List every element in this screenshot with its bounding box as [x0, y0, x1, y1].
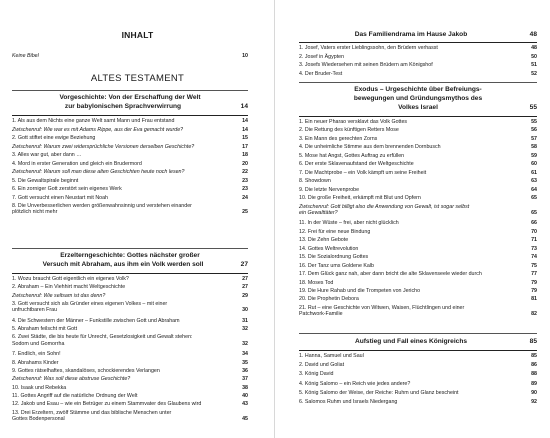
toc-entry-page: 65: [531, 209, 537, 216]
toc-entry-page: 38: [242, 384, 248, 391]
toc-entry-page: 55: [531, 119, 537, 125]
toc-entry: [12, 393, 248, 399]
toc-entry: [299, 170, 537, 176]
toc-entry-title-continued: Gottes Bodenpersonal: [12, 415, 65, 422]
toc-entry: [299, 119, 537, 125]
toc-entry: [299, 263, 537, 269]
toc-entry-title: 12. Jakob und Esau – wie ein Betrüger zu einem Stammvater des Glaubens wird: [12, 401, 202, 408]
toc-entry: [299, 62, 537, 68]
toc-entry-title: 1. Josef, Vaters erster Lieblingssohn, den Brüdern verhasst: [299, 45, 438, 51]
toc-entry-page: 27: [242, 276, 248, 282]
toc-entry-page: 88: [531, 371, 537, 378]
toc-entry-title: 3. Josefs Wiedersehen mit seinen Brüdern am Königshof: [299, 62, 433, 68]
toc-entry-title-continued: unfruchtbaren Frau: [12, 307, 58, 314]
toc-entry: [299, 204, 537, 216]
toc-entry-page: 22: [242, 169, 248, 175]
toc-entry: [12, 334, 248, 346]
toc-entry-title: 9. Gottes rätselhaftes, skandalöses, schockierendes Verlangen: [12, 367, 160, 374]
toc-entry-page: 79: [531, 288, 537, 294]
toc-entry-title: 9. Die letzte Nervenprobe: [299, 186, 360, 193]
toc-entry-page: 77: [531, 271, 537, 278]
toc-entry: [299, 153, 537, 159]
toc-entry-page: 31: [242, 317, 248, 324]
toc-entry-title: 8. Showdown: [299, 178, 331, 185]
toc-entry: [299, 187, 537, 193]
toc-entry-page: 74: [531, 254, 537, 261]
toc-entry: [12, 178, 248, 184]
toc-entry-page: 59: [531, 152, 537, 159]
section-heading-line: Versuch mit Abraham, aus ihm ein Volk werden soll: [42, 261, 204, 268]
toc-entry-title: 10. Isaak und Rebekka: [12, 384, 67, 391]
toc-entry-title: 6. Salomos Ruhm und Israels Niedergang: [299, 399, 398, 405]
toc-entry: [12, 410, 248, 422]
toc-entry-page: 57: [531, 135, 537, 142]
toc-entry-title: 1. Wozu braucht Gott eigentlich ein eigenes Volk?: [12, 276, 129, 282]
toc-entry: [12, 301, 248, 313]
toc-entry-page: 65: [531, 195, 537, 202]
toc-entry-page: 64: [531, 186, 537, 193]
toc-entry: [299, 229, 537, 235]
toc-entry-title: 20. Die Prophetin Debora: [299, 296, 359, 303]
toc-entry-page: 32: [242, 340, 248, 347]
toc-entry-title: 6. Der erste Sklavenaufstand der Weltgeschichte: [299, 161, 414, 168]
toc-entry-title: 7. Die Machtprobe – ein Volk kämpft um seine Freiheit: [299, 169, 427, 176]
toc-entry-title: 4. Die Schwestern der Männer – Funkstille zwischen Gott und Abraham: [12, 317, 180, 324]
toc-entry-page: 52: [531, 70, 537, 77]
section-rule: [299, 350, 537, 351]
section-rule: [12, 115, 248, 116]
section-heading: [299, 85, 537, 112]
toc-entry-title: Zwischenruf: Was soll diese abstruse Geschichte?: [12, 376, 131, 383]
toc-entry-page: 48: [531, 45, 537, 51]
toc-entry-title: 4. Mord in erster Generation und gleich ein Brudermord: [12, 160, 142, 167]
toc-entry: [299, 246, 537, 252]
toc-entry-title-continued: ein Gewalttäter?: [299, 209, 338, 216]
toc-entry-page: 85: [531, 353, 537, 359]
toc-entry-page: 63: [531, 178, 537, 185]
toc-entry-title: 1. Hanna, Samuel und Saul: [299, 353, 364, 359]
toc-entry-title: 2. David und Goliat: [299, 362, 345, 369]
toc-entry-page: 35: [242, 359, 248, 366]
section-heading-page: 55: [529, 104, 537, 111]
toc-entry-page: 58: [531, 144, 537, 151]
section-rule: [299, 42, 537, 43]
toc-entry: [299, 220, 537, 226]
toc-entry-title: Zwischenruf: Wie war es mit Adams Rippe, aus der Eva gemacht wurde?: [12, 126, 184, 133]
toc-entry-title: 13. Drei Erzeltern, zwölf Stämme und das biblische Menschen unter: [12, 409, 172, 416]
toc-entry-title: 4. Der Bruder-Test: [299, 70, 343, 77]
toc-entry-page: 25: [242, 209, 248, 216]
toc-entry: [12, 276, 248, 282]
section-rule: [12, 90, 248, 91]
section-heading-page: 48: [529, 31, 537, 38]
toc-entry-title: 5. Mose hat Angst, Gottes Auftrag zu erfüllen: [299, 152, 405, 159]
toc-entry-title: 6. Ein zorniger Gott zerstört sein eigenes Werk: [12, 186, 122, 192]
section-rule: [299, 333, 537, 334]
section-heading-page: 14: [240, 103, 248, 110]
toc-entry-title: 8. Abrahams Kinder: [12, 359, 59, 366]
toc-entry: [12, 203, 248, 215]
toc-entry-page: 56: [531, 127, 537, 134]
toc-entry-title: Zwischenruf: Gott billigt also die Anwendung von Gewalt, ist sogar selbst: [299, 203, 470, 210]
section-heading-page: 27: [240, 261, 248, 268]
section-heading: [299, 30, 537, 39]
toc-entry-page: 81: [531, 296, 537, 303]
toc-entry: [12, 360, 248, 366]
toc-entry: [299, 71, 537, 77]
toc-entry: [299, 296, 537, 302]
toc-entry-page: 18: [242, 152, 248, 158]
toc-entry: [12, 401, 248, 407]
toc-entry-page: 43: [242, 401, 248, 408]
toc-entry-page: 24: [242, 194, 248, 201]
toc-entry: [12, 152, 248, 158]
toc-entry: [299, 305, 537, 317]
section-heading-line: Aufstieg und Fall eines Königreichs: [354, 338, 468, 345]
toc-entry-title: 15. Die Sozialordnung Gottes: [299, 254, 369, 261]
toc-entry-title: 8. Die Unverbesserlichen werden größenwahnsinnig und verstehen einander: [12, 203, 192, 209]
toc-entry-title: 18. Moses Tod: [299, 279, 334, 286]
toc-entry-page: 50: [531, 53, 537, 60]
toc-entry-page: 89: [531, 380, 537, 387]
toc-entry: [299, 136, 537, 142]
toc-entry-title: 5. König Salomo der Weise, der Reiche: Ruhm und Glanz bescheint: [299, 389, 459, 396]
toc-entry-page: 40: [242, 392, 248, 399]
toc-entry-title: 3. Ein Mann des gerechten Zorns: [299, 135, 378, 142]
toc-entry-title: Keine Bibel: [12, 53, 39, 59]
toc-entry-page: 60: [531, 161, 537, 168]
toc-entry-title: 11. In der Wüste – frei, aber nicht glücklich: [299, 220, 399, 227]
toc-entry-page: 30: [242, 307, 248, 314]
toc-entry-title: 4. Die unheimliche Stimme aus dem brennenden Dornbusch: [299, 144, 441, 151]
toc-entry-title: 6. Zwei Städte, die bis heute für Unrecht, Gesetzlosigkeit und Gewalt stehen:: [12, 334, 193, 341]
toc-entry-title: 11. Gottes Angriff auf die natürliche Ordnung der Welt: [12, 392, 138, 399]
toc-entry: [299, 280, 537, 286]
toc-entry-title: Zwischenruf: Wie seltsam ist das denn?: [12, 292, 106, 299]
toc-entry-page: 27: [242, 284, 248, 291]
toc-entry-page: 15: [242, 135, 248, 141]
right-page: [275, 0, 550, 438]
toc-entry-title: 14. Gottes Weltrevolution: [299, 245, 359, 252]
section-heading-line: Exodus – Urgeschichte über Befreiungs-: [354, 86, 482, 93]
toc-entry: [299, 371, 537, 377]
toc-entry: [299, 353, 537, 359]
section-rule: [299, 116, 537, 117]
toc-entry-title: 2. Josef in Ägypten: [299, 53, 345, 60]
toc-entry: [299, 390, 537, 396]
toc-entry: [12, 284, 248, 290]
toc-entry-title: 4. König Salomo – ein Reich wie jedes andere?: [299, 380, 411, 387]
toc-entry-page: 17: [242, 143, 248, 150]
toc-entry: [299, 254, 537, 260]
toc-entry-title: 3. Gott versucht sich als Gründer eines eigenen Volkes – mit einer: [12, 301, 168, 308]
toc-entry: [299, 288, 537, 294]
toc-entry-title: 7. Gott versucht einen Neustart mit Noah: [12, 194, 108, 201]
toc-entry: [12, 326, 248, 332]
section-heading: [12, 93, 248, 111]
section-heading: [299, 337, 537, 346]
toc-entry: [12, 293, 248, 299]
toc-entry-title: 5. Abraham feilscht mit Gott: [12, 326, 78, 333]
toc-entry-page: 23: [242, 186, 248, 192]
toc-entry-title: 1. Als aus dem Nichts eine ganze Welt samt Mann und Frau entstand: [12, 118, 175, 124]
toc-entry-title: 2. Abraham – Ein Viehhirt macht Weltgeschichte: [12, 284, 126, 291]
section-heading-line: Das Familiendrama im Hause Jakob: [354, 31, 468, 38]
toc-entry: [12, 144, 248, 150]
toc-entry-title: Zwischenruf: Warum zwei widersprüchliche Versionen derselben Geschichte?: [12, 143, 195, 150]
toc-entry-title: 17. Dem Glück ganz nah, aber dann bricht die alte Sklavenseele wieder durch: [299, 271, 482, 278]
toc-entry-title-continued: Patchwork-Familie: [299, 311, 343, 318]
toc-entry-page: 37: [242, 376, 248, 383]
toc-entry: [299, 54, 537, 60]
toc-entry-title: 16. Der Tanz ums Goldene Kalb: [299, 262, 374, 269]
toc-entry-page: 10: [242, 53, 248, 59]
toc-entry-title-continued: plötzlich nicht mehr: [12, 209, 58, 216]
toc-entry-page: 90: [531, 389, 537, 396]
toc-entry: [12, 169, 248, 175]
toc-entry: [299, 362, 537, 368]
toc-entry: [12, 376, 248, 382]
toc-entry-page: 51: [531, 62, 537, 68]
section-heading-line: bewegungen und Gründungsmythos des: [353, 95, 483, 102]
toc-entry-title-continued: Sodom und Gomorrha: [12, 340, 65, 347]
toc-entry: [299, 271, 537, 277]
toc-entry-title: Zwischenruf: Warum soll man diese alten Geschichten heute noch lesen?: [12, 169, 185, 175]
toc-entry-page: 20: [242, 160, 248, 167]
toc-entry-title: 7. Endlich, ein Sohn!: [12, 351, 61, 358]
toc-entry-title: 3. Alles war gut, aber dann …: [12, 152, 82, 158]
toc-entry-page: 70: [531, 228, 537, 235]
toc-entry-title: 1. Ein neuer Pharao versklavt das Volk Gottes: [299, 119, 408, 125]
toc-entry: [299, 381, 537, 387]
toc-entry: [12, 195, 248, 201]
toc-entry-title: 2. Gott stiftet eine ewige Beziehung: [12, 135, 96, 141]
toc-entry-page: 75: [531, 262, 537, 269]
toc-entry-page: 92: [531, 399, 537, 405]
toc-entry-title: 21. Rut – eine Geschichte von Witwen, Waisen, Flüchtlingen und einer: [299, 304, 465, 311]
toc-entry-page: 23: [242, 177, 248, 184]
section-rule: [299, 82, 537, 83]
toc-entry-page: 45: [242, 415, 248, 422]
toc-entry-page: 34: [242, 351, 248, 358]
toc-entry: [12, 385, 248, 391]
toc-entry-page: 73: [531, 245, 537, 252]
toc-entry-page: 14: [242, 118, 248, 124]
toc-title: INHALT: [121, 30, 154, 40]
toc-entry-title: 12. Frei für eine neue Bindung: [299, 228, 371, 235]
toc-entry: [299, 144, 537, 150]
toc-entry: [299, 161, 537, 167]
toc-entry: [12, 351, 248, 357]
section-rule: [12, 273, 248, 274]
toc-entry-title: 19. Die Hure Rahab und die Trompeten von Jericho: [299, 288, 421, 294]
toc-entry-page: 29: [242, 292, 248, 299]
section-heading-line: Vorgeschichte: Von der Erschaffung der Welt: [59, 94, 201, 101]
toc-entry-page: 14: [242, 126, 248, 133]
toc-entry-page: 71: [531, 237, 537, 244]
toc-entry: [12, 135, 248, 141]
section-heading-line: Erzelterngeschichte: Gottes nächster großer: [60, 252, 200, 259]
toc-entry-title: 2. Die Rettung des künftigen Retters Mose: [299, 127, 399, 134]
toc-entry-page: 79: [531, 279, 537, 286]
section-rule: [12, 248, 248, 249]
section-heading-page: 85: [529, 338, 537, 345]
toc-entry: [299, 45, 537, 51]
toc-entry-page: 82: [531, 311, 537, 318]
section-heading-line: zur babylonischen Sprachverwirrung: [64, 103, 182, 110]
section-heading-line: Volkes Israel: [398, 104, 438, 111]
toc-entry-page: 61: [531, 169, 537, 176]
toc-entry: [12, 53, 248, 59]
toc-entry-title: 5. Die Gewaltspirale beginnt: [12, 177, 79, 184]
toc-entry: [299, 127, 537, 133]
toc-entry-page: 32: [242, 326, 248, 333]
toc-entry: [12, 318, 248, 324]
toc-entry: [12, 127, 248, 133]
toc-entry: [12, 118, 248, 124]
toc-entry-page: 36: [242, 367, 248, 374]
toc-entry-page: 86: [531, 362, 537, 369]
toc-entry-page: 66: [531, 220, 537, 227]
toc-entry: [299, 399, 537, 405]
section-heading: [12, 251, 248, 269]
toc-entry: [299, 195, 537, 201]
toc-entry: [12, 368, 248, 374]
toc-entry-title: 10. Die große Freiheit, erkämpft mit Blut und Opfern: [299, 195, 421, 202]
part-title: ALTES TESTAMENT: [90, 73, 185, 84]
toc-entry: [299, 237, 537, 243]
toc-entry: [12, 186, 248, 192]
toc-entry-title: 13. Die Zehn Gebote: [299, 237, 349, 244]
toc-entry: [299, 178, 537, 184]
toc-entry-title: 3. König David: [299, 371, 334, 378]
toc-entry: [12, 161, 248, 167]
